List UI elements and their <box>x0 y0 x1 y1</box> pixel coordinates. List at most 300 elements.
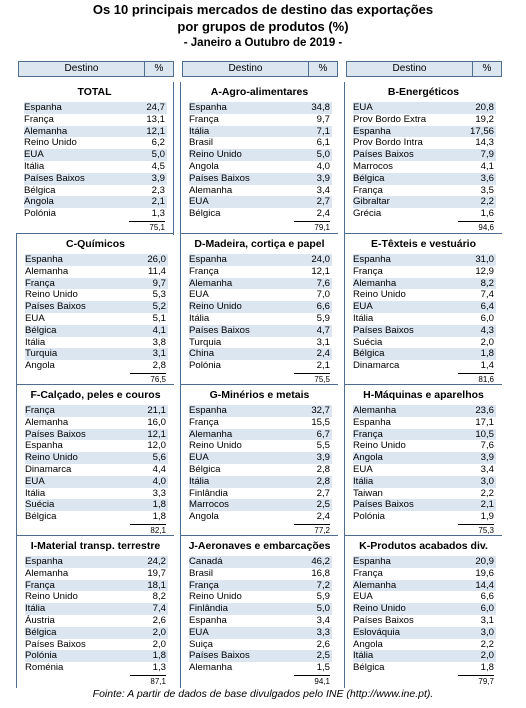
table-row <box>353 511 496 523</box>
table-row <box>25 639 168 651</box>
table-row <box>353 488 496 500</box>
share-value: 4,0 <box>316 160 330 172</box>
table-row <box>353 639 496 651</box>
table-row <box>25 325 168 337</box>
panel-title: F-Calçado, peles e couros <box>30 389 161 401</box>
share-value: 3,3 <box>316 626 330 638</box>
table-row <box>353 196 496 208</box>
share-value: 7,4 <box>480 289 494 301</box>
country-name: Angola <box>24 196 54 208</box>
header-pct: % <box>472 62 501 76</box>
panel-energeticos <box>344 82 502 235</box>
share-value: 17,56 <box>469 125 494 137</box>
table-row <box>353 627 496 639</box>
panel-total: 94,6 <box>458 221 494 233</box>
country-name: França <box>25 277 55 289</box>
share-value: 7,0 <box>316 289 330 301</box>
country-name: Polónia <box>25 650 58 662</box>
table-row <box>25 348 168 360</box>
country-name: EUA <box>25 475 45 487</box>
panel-rows <box>25 556 168 674</box>
country-name: Prov Bordo Intra <box>353 137 423 149</box>
header-destino: Destino <box>64 63 99 74</box>
table-row <box>189 580 332 592</box>
panel-title: K-Produtos acabados div. <box>359 540 488 552</box>
country-name: Espanha <box>189 102 227 113</box>
share-value: 2,7 <box>316 196 330 208</box>
panel-total: 75,1 <box>129 221 165 233</box>
panel-title: E-Têxteis e vestuário <box>370 238 477 250</box>
panel-title: H-Máquinas e aparelhos <box>363 389 484 401</box>
country-name: Suiça <box>189 638 213 650</box>
table-row <box>353 603 496 615</box>
table-row <box>189 499 332 511</box>
share-value: 24,2 <box>147 556 166 567</box>
share-value: 1,4 <box>480 360 494 372</box>
country-name: EUA <box>353 463 373 475</box>
country-name: Itália <box>24 160 45 172</box>
share-value: 3,9 <box>316 172 330 184</box>
share-value: 4,5 <box>151 160 165 172</box>
table-row <box>25 405 168 417</box>
table-row <box>189 348 332 360</box>
share-value: 1,8 <box>152 499 166 511</box>
country-name: Turquia <box>189 336 222 348</box>
table-row <box>25 650 168 662</box>
table-row <box>189 405 332 417</box>
country-name: Polónia <box>189 360 222 372</box>
table-row <box>353 102 496 114</box>
share-value: 5,1 <box>152 312 166 324</box>
country-name: Bélgica <box>25 324 57 336</box>
country-name: Reino Unido <box>25 591 78 603</box>
table-row <box>353 325 496 337</box>
country-name: Bélgica <box>189 463 221 475</box>
country-name: Turquia <box>25 348 58 360</box>
share-value: 3,4 <box>480 463 494 475</box>
country-name: Bélgica <box>24 184 56 196</box>
table-row <box>25 591 168 603</box>
share-value: 16,0 <box>147 416 166 428</box>
table-row <box>353 348 496 360</box>
country-name: Itália <box>189 125 210 137</box>
share-value: 3,0 <box>480 626 494 638</box>
table-row <box>189 208 332 220</box>
share-value: 3,1 <box>152 348 166 360</box>
table-row <box>25 289 168 301</box>
table-row <box>189 196 332 208</box>
share-value: 24,0 <box>311 254 330 265</box>
share-value: 3,4 <box>316 184 330 196</box>
share-value: 11,4 <box>148 265 166 277</box>
table-row <box>353 662 496 674</box>
share-value: 3,9 <box>316 452 330 464</box>
table-row <box>353 337 496 349</box>
share-value: 1,6 <box>480 208 494 220</box>
table-row <box>25 360 168 372</box>
table-row <box>189 440 332 452</box>
panel-title: D-Madeira, cortiça e papel <box>194 238 325 250</box>
share-value: 1,8 <box>152 650 166 662</box>
country-name: França <box>189 579 219 591</box>
country-name: Reino Unido <box>353 289 406 301</box>
header-pct: % <box>144 62 173 76</box>
table-row <box>353 580 496 592</box>
share-value: 3,4 <box>316 614 330 626</box>
table-row <box>189 149 332 161</box>
panel-calcado-peles-couros <box>16 384 174 537</box>
table-row <box>189 137 332 149</box>
table-row <box>24 126 167 138</box>
panel-rows <box>189 405 332 523</box>
table-row <box>189 126 332 138</box>
share-value: 15,5 <box>311 416 330 428</box>
panel-rows <box>353 405 496 523</box>
country-name: Itália <box>25 603 46 615</box>
country-name: Bélgica <box>353 172 385 184</box>
share-value: 2,0 <box>480 650 494 662</box>
table-row <box>189 429 332 441</box>
panel-total: 77,2 <box>294 524 330 536</box>
country-name: Espanha <box>353 254 391 265</box>
country-name: Alemanha <box>25 416 69 428</box>
share-value: 3,9 <box>480 452 494 464</box>
header-destino: Destino <box>392 63 427 74</box>
panel-title: I-Material transp. terrestre <box>30 540 161 552</box>
share-value: 2,4 <box>316 348 330 360</box>
share-value: 34,8 <box>311 102 330 113</box>
country-name: Reino Unido <box>25 452 78 464</box>
country-name: EUA <box>189 626 209 638</box>
share-value: 4,1 <box>152 324 166 336</box>
share-value: 1,3 <box>151 208 165 220</box>
country-name: Países Baixos <box>189 324 250 336</box>
panel-title: C-Químicos <box>66 238 125 250</box>
country-name: Países Baixos <box>25 301 86 313</box>
share-value: 4,1 <box>480 160 494 172</box>
country-name: Marrocos <box>353 160 393 172</box>
country-name: Reino Unido <box>25 289 78 301</box>
panel-title: B-Energéticos <box>387 86 460 98</box>
table-row <box>353 301 496 313</box>
share-value: 16,8 <box>311 567 330 579</box>
table-row <box>353 405 496 417</box>
country-name: Alemanha <box>25 567 69 579</box>
table-row <box>353 278 496 290</box>
panel-total: 76,5 <box>130 373 166 385</box>
share-value: 2,4 <box>316 208 330 220</box>
table-row <box>189 102 332 114</box>
table-row <box>353 266 496 278</box>
country-name: Itália <box>353 312 374 324</box>
country-name: Espanha <box>25 440 63 452</box>
share-value: 4,0 <box>152 475 166 487</box>
country-name: Itália <box>25 487 46 499</box>
country-name: Polónia <box>353 511 386 523</box>
country-name: Espanha <box>189 614 227 626</box>
share-value: 2,6 <box>316 638 330 650</box>
table-row <box>189 313 332 325</box>
country-name: Taiwan <box>353 487 383 499</box>
share-value: 1,8 <box>480 662 494 674</box>
panel-rows <box>189 102 332 220</box>
share-value: 6,7 <box>316 428 330 440</box>
share-value: 3,6 <box>480 172 494 184</box>
share-value: 2,5 <box>316 650 330 662</box>
country-name: França <box>24 113 54 125</box>
table-row <box>189 185 332 197</box>
share-value: 46,2 <box>311 556 330 567</box>
panel-quimicos <box>16 233 174 386</box>
table-row <box>189 556 332 568</box>
share-value: 8,2 <box>480 277 494 289</box>
table-row <box>25 440 168 452</box>
share-value: 6,6 <box>316 301 330 313</box>
panel-minerios-metais <box>180 384 338 537</box>
column-header-2 <box>182 61 338 77</box>
country-name: Espanha <box>353 416 391 428</box>
header-destino: Destino <box>228 63 263 74</box>
country-name: China <box>189 348 215 360</box>
country-name: Espanha <box>189 254 227 265</box>
table-row <box>353 440 496 452</box>
table-row <box>189 360 332 372</box>
share-value: 9,7 <box>316 113 330 125</box>
panel-rows <box>353 102 496 220</box>
share-value: 12,9 <box>475 265 494 277</box>
share-value: 12,1 <box>311 265 330 277</box>
country-name: Canadá <box>189 556 223 567</box>
share-value: 13,1 <box>146 113 165 125</box>
table-row <box>24 102 167 114</box>
share-value: 2,5 <box>316 499 330 511</box>
table-row <box>189 568 332 580</box>
country-name: EUA <box>353 301 373 313</box>
panel-total: 79,1 <box>294 221 330 233</box>
country-name: Eslováquia <box>353 626 400 638</box>
country-name: França <box>353 265 383 277</box>
table-row <box>189 639 332 651</box>
country-name: Espanha <box>25 254 63 265</box>
share-value: 2,3 <box>151 184 165 196</box>
country-name: Itália <box>189 312 210 324</box>
country-name: Roménia <box>25 662 64 674</box>
country-name: Alemanha <box>353 579 397 591</box>
country-name: Países Baixos <box>25 428 86 440</box>
table-row <box>353 137 496 149</box>
table-row <box>353 556 496 568</box>
share-value: 3,1 <box>480 614 494 626</box>
title-line-1: Os 10 principais mercados de destino das exportações <box>92 2 434 17</box>
country-name: Brasil <box>189 137 213 149</box>
share-value: 18,1 <box>147 579 166 591</box>
country-name: Reino Unido <box>189 440 242 452</box>
country-name: França <box>189 416 219 428</box>
country-name: França <box>353 567 383 579</box>
country-name: Gibraltar <box>353 196 390 208</box>
table-row <box>24 114 167 126</box>
share-value: 2,6 <box>152 614 166 626</box>
share-value: 2,7 <box>316 487 330 499</box>
title-line-2: por grupos de produtos (%) <box>177 19 349 34</box>
share-value: 12,1 <box>146 125 165 137</box>
table-row <box>353 476 496 488</box>
table-row <box>353 650 496 662</box>
share-value: 4,3 <box>480 324 494 336</box>
panel-material-transp-terrestre <box>16 535 174 688</box>
table-row <box>353 429 496 441</box>
table-row <box>24 173 167 185</box>
table-row <box>24 185 167 197</box>
table-row <box>353 254 496 266</box>
panel-madeira-cortica-papel <box>180 233 338 386</box>
country-name: Itália <box>25 336 46 348</box>
table-row <box>353 185 496 197</box>
share-value: 2,2 <box>480 638 494 650</box>
share-value: 2,2 <box>480 196 494 208</box>
share-value: 19,6 <box>475 567 494 579</box>
country-name: Polónia <box>24 208 57 220</box>
share-value: 2,0 <box>152 626 166 638</box>
table-row <box>189 289 332 301</box>
share-value: 2,0 <box>152 638 166 650</box>
table-row <box>189 603 332 615</box>
subtitle: - Janeiro a Outubro de 2019 - <box>183 37 343 49</box>
table-row <box>25 301 168 313</box>
table-row <box>24 196 167 208</box>
share-value: 21,1 <box>147 405 166 416</box>
country-name: Reino Unido <box>24 137 77 149</box>
country-name: Grécia <box>353 208 382 220</box>
share-value: 14,3 <box>475 137 494 149</box>
country-name: EUA <box>189 196 209 208</box>
panel-total: 81,6 <box>458 373 494 385</box>
country-name: Itália <box>189 475 210 487</box>
panel-rows <box>25 405 168 523</box>
panel-agro-alimentares <box>180 82 338 235</box>
table-row <box>189 662 332 674</box>
share-value: 23,6 <box>475 405 494 416</box>
share-value: 1,8 <box>152 511 166 523</box>
header-pct: % <box>308 62 337 76</box>
country-name: Reino Unido <box>353 603 406 615</box>
country-name: França <box>353 428 383 440</box>
table-row <box>25 417 168 429</box>
panel-rows <box>189 556 332 674</box>
share-value: 7,4 <box>152 603 166 615</box>
table-row <box>353 149 496 161</box>
table-row <box>353 161 496 173</box>
country-name: Países Baixos <box>189 650 250 662</box>
table-row <box>353 289 496 301</box>
share-value: 5,0 <box>151 149 165 161</box>
country-name: Espanha <box>353 125 391 137</box>
table-row <box>189 173 332 185</box>
share-value: 3,0 <box>480 475 494 487</box>
panel-title: J-Aeronaves e embarcações <box>188 540 331 552</box>
country-name: Reino Unido <box>189 149 242 161</box>
table-row <box>353 208 496 220</box>
country-name: Bélgica <box>25 511 57 523</box>
share-value: 5,0 <box>316 149 330 161</box>
table-row <box>189 254 332 266</box>
country-name: Espanha <box>189 405 227 416</box>
country-name: EUA <box>25 312 45 324</box>
panel-rows <box>24 102 167 220</box>
table-row <box>25 580 168 592</box>
country-name: Angola <box>25 360 55 372</box>
panel-total: 79,7 <box>458 675 494 687</box>
country-name: EUA <box>353 591 373 603</box>
share-value: 6,4 <box>480 301 494 313</box>
share-value: 3,1 <box>316 336 330 348</box>
table-row <box>189 464 332 476</box>
country-name: Países Baixos <box>25 638 86 650</box>
country-name: Espanha <box>25 556 63 567</box>
country-name: Angola <box>353 452 383 464</box>
share-value: 12,0 <box>147 440 166 452</box>
panel-title: A-Agro-alimentares <box>210 86 309 98</box>
table-row <box>25 476 168 488</box>
table-row <box>189 452 332 464</box>
source-note: Fointe: A partir de dados de base divulgados pelo INE (http://www.ine.pt). <box>92 688 434 700</box>
country-name: Finlândia <box>189 487 228 499</box>
share-value: 17,1 <box>475 416 494 428</box>
country-name: Angola <box>189 511 219 523</box>
panel-total: 87,1 <box>130 675 166 687</box>
table-row <box>25 627 168 639</box>
table-row <box>189 417 332 429</box>
share-value: 31,0 <box>475 254 494 265</box>
panel-rows <box>25 254 168 372</box>
share-value: 6,0 <box>480 312 494 324</box>
table-row <box>189 488 332 500</box>
country-name: EUA <box>24 149 44 161</box>
table-row <box>25 278 168 290</box>
share-value: 32,7 <box>311 405 330 416</box>
table-row <box>25 603 168 615</box>
share-value: 1,5 <box>316 662 330 674</box>
country-name: Itália <box>353 475 374 487</box>
table-row <box>353 568 496 580</box>
share-value: 3,5 <box>480 184 494 196</box>
table-row <box>353 615 496 627</box>
share-value: 5,6 <box>152 452 166 464</box>
share-value: 20,8 <box>475 102 494 113</box>
country-name: Prov Bordo Extra <box>353 113 427 125</box>
table-row <box>353 499 496 511</box>
share-value: 6,2 <box>151 137 165 149</box>
country-name: Itália <box>353 650 374 662</box>
share-value: 2,2 <box>480 487 494 499</box>
country-name: Reino Unido <box>353 440 406 452</box>
share-value: 5,2 <box>152 301 166 313</box>
panel-rows <box>353 556 496 674</box>
country-name: Suécia <box>353 336 383 348</box>
share-value: 12,1 <box>147 428 166 440</box>
table-row <box>189 337 332 349</box>
share-value: 24,7 <box>146 102 165 113</box>
country-name: Angola <box>189 160 219 172</box>
table-row <box>353 360 496 372</box>
share-value: 3,8 <box>152 336 166 348</box>
country-name: Marrocos <box>189 499 229 511</box>
share-value: 2,1 <box>316 360 330 372</box>
share-value: 2,8 <box>316 463 330 475</box>
country-name: Espanha <box>24 102 62 113</box>
country-name: Países Baixos <box>353 149 414 161</box>
country-name: Alemanha <box>189 277 233 289</box>
